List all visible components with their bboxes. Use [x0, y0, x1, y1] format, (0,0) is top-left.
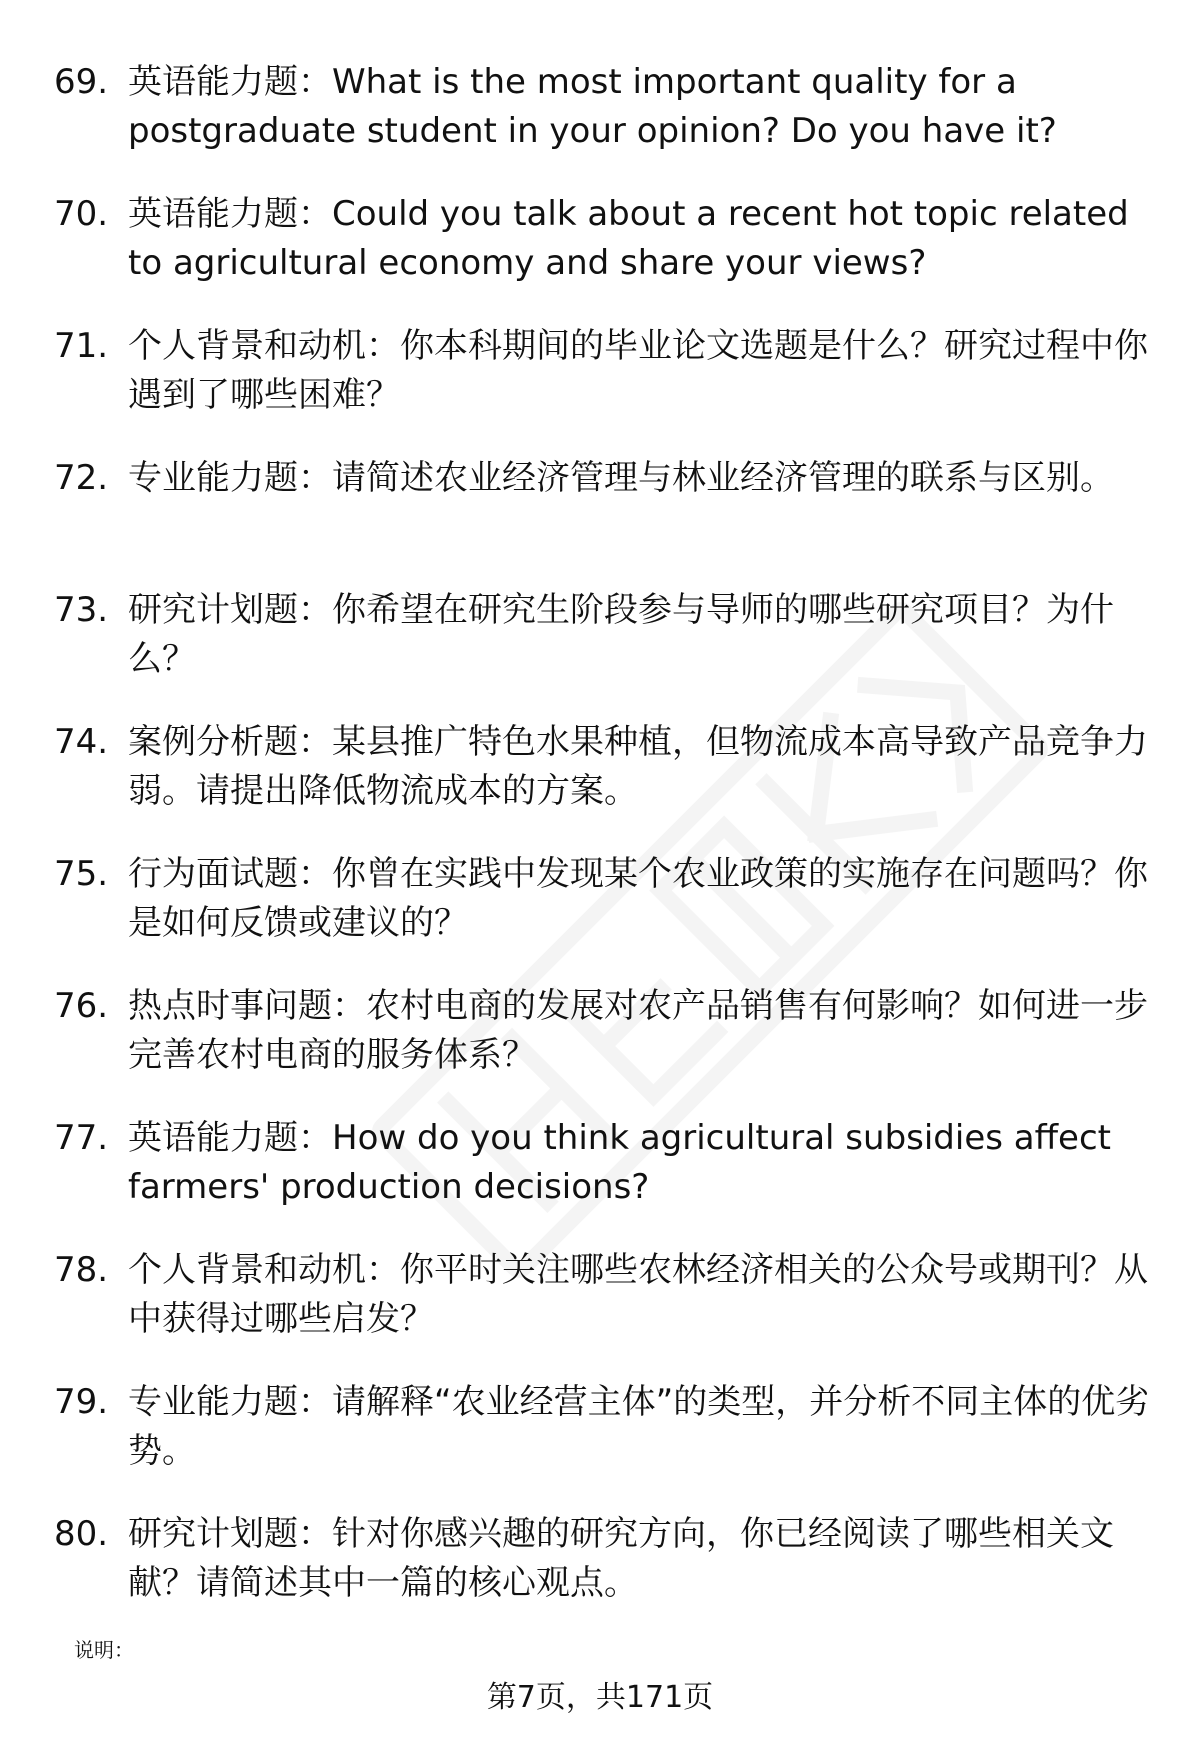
question-item-75 — [54, 850, 1164, 982]
question-number: 80. — [54, 1514, 109, 1554]
question-item-80 — [54, 1510, 1164, 1642]
question-item-78 — [54, 1246, 1164, 1378]
question-text: 你希望在研究生阶段参与导师的哪些研究项目？为什么？ — [128, 590, 1114, 679]
question-body — [128, 1114, 1164, 1212]
question-number: 71. — [54, 326, 109, 366]
question-category: 专业能力题： — [128, 1382, 332, 1422]
question-item-71 — [54, 322, 1164, 454]
question-number: 73. — [54, 590, 109, 630]
question-category: 热点时事问题： — [128, 986, 366, 1026]
question-item-79 — [54, 1378, 1164, 1510]
question-body — [128, 1378, 1164, 1476]
question-category: 研究计划题： — [128, 590, 332, 630]
question-category: 英语能力题： — [128, 62, 332, 102]
question-category: 个人背景和动机： — [128, 1250, 400, 1290]
question-body — [128, 322, 1164, 420]
question-text: 你平时关注哪些农林经济相关的公众号或期刊？从中获得过哪些启发？ — [128, 1250, 1148, 1339]
page-number-footer: 第7页，共171页 — [486, 1680, 714, 1715]
question-body — [128, 1510, 1164, 1608]
question-text: 农村电商的发展对农产品销售有何影响？如何进一步完善农村电商的服务体系？ — [128, 986, 1148, 1075]
question-list — [54, 58, 1164, 1642]
question-category: 英语能力题： — [128, 1118, 332, 1158]
question-category: 研究计划题： — [128, 1514, 332, 1554]
question-item-74 — [54, 718, 1164, 850]
question-item-73 — [54, 586, 1164, 718]
question-item-69 — [54, 58, 1164, 190]
question-text: 请解释“农业经营主体”的类型，并分析不同主体的优劣势。 — [128, 1382, 1150, 1471]
question-category: 行为面试题： — [128, 854, 332, 894]
question-text: 针对你感兴趣的研究方向，你已经阅读了哪些相关文献？请简述其中一篇的核心观点。 — [128, 1514, 1114, 1603]
question-body — [128, 58, 1164, 156]
question-text: How do you think agricultural subsidies affect farmers' production decisions? — [128, 1118, 1111, 1207]
question-body — [128, 454, 1164, 503]
question-category: 个人背景和动机： — [128, 326, 400, 366]
question-number: 79. — [54, 1382, 109, 1422]
question-number: 77. — [54, 1118, 109, 1158]
question-text: 你曾在实践中发现某个农业政策的实施存在问题吗？你是如何反馈或建议的？ — [128, 854, 1148, 943]
question-body — [128, 718, 1164, 816]
question-number: 78. — [54, 1250, 109, 1290]
question-text: What is the most important quality for a postgraduate student in your opinion? Do you have it? — [128, 62, 1057, 151]
question-text: 你本科期间的毕业论文选题是什么？研究过程中你遇到了哪些困难？ — [128, 326, 1148, 415]
question-category: 英语能力题： — [128, 194, 332, 234]
question-body — [128, 982, 1164, 1080]
question-body — [128, 850, 1164, 948]
question-body — [128, 190, 1164, 288]
question-text: 请简述农业经济管理与林业经济管理的联系与区别。 — [332, 458, 1114, 498]
question-number: 69. — [54, 62, 109, 102]
question-item-76 — [54, 982, 1164, 1114]
question-body — [128, 586, 1164, 684]
question-item-70 — [54, 190, 1164, 322]
question-category: 专业能力题： — [128, 458, 332, 498]
question-number: 72. — [54, 458, 109, 498]
question-text: 某县推广特色水果种植，但物流成本高导致产品竞争力弱。请提出降低物流成本的方案。 — [128, 722, 1148, 811]
question-number: 76. — [54, 986, 109, 1026]
question-number: 75. — [54, 854, 109, 894]
question-item-72 — [54, 454, 1164, 586]
question-category: 案例分析题： — [128, 722, 332, 762]
question-number: 74. — [54, 722, 109, 762]
question-item-77 — [54, 1114, 1164, 1246]
question-body — [128, 1246, 1164, 1344]
question-text: Could you talk about a recent hot topic related to agricultural economy and share your views? — [128, 194, 1129, 283]
note-label: 说明： — [74, 1638, 134, 1662]
question-number: 70. — [54, 194, 109, 234]
